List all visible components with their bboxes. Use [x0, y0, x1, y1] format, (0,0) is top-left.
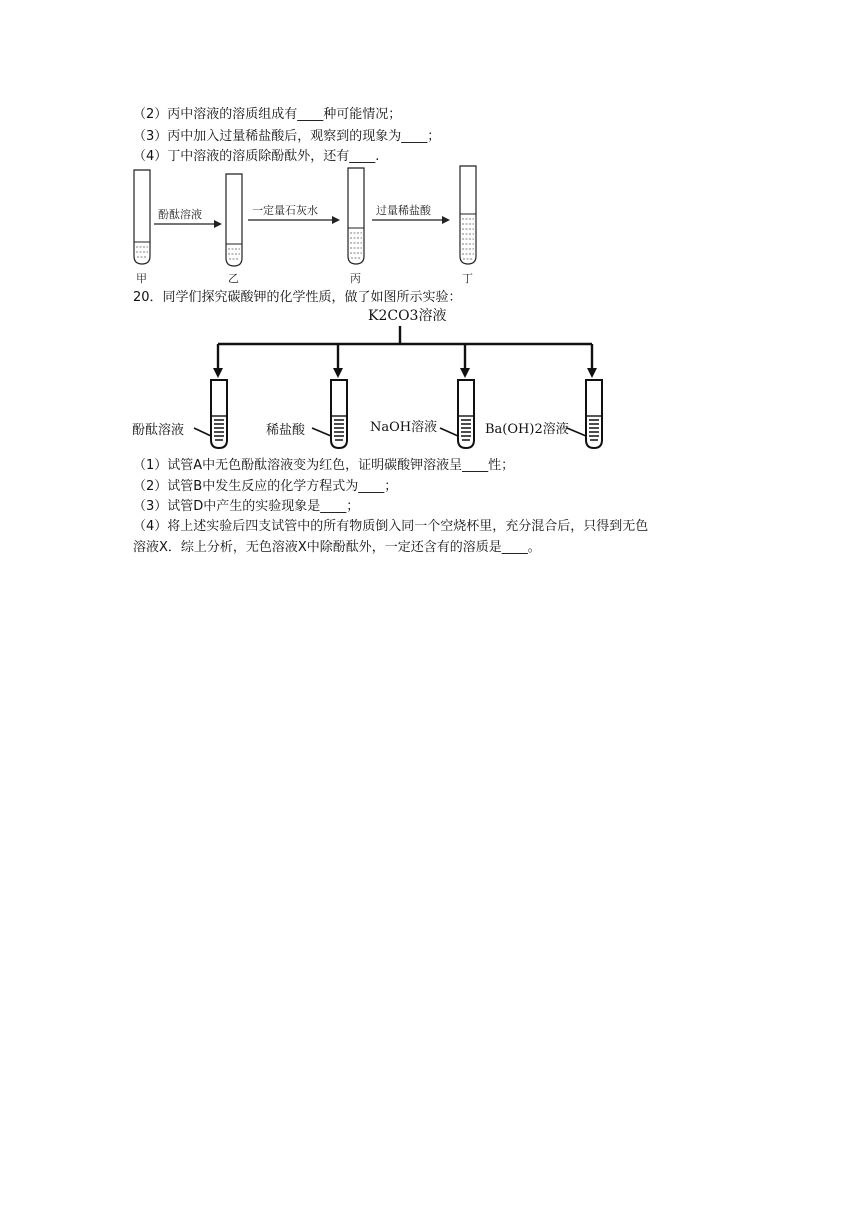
- arrow-2-label: 一定量石灰水: [252, 204, 318, 217]
- q19-line-2: （2）丙中溶液的溶质组成有____种可能情况；: [133, 107, 402, 122]
- reagent-label-a: 酚酞溶液: [132, 423, 185, 438]
- q20-title: 20．同学们探究碳酸钾的化学性质，做了如图所示实验：: [133, 290, 462, 305]
- arrow-3-label: 过量稀盐酸: [376, 204, 431, 217]
- test-tube-yi: [226, 174, 242, 266]
- tube-label-ding: 丁: [462, 272, 473, 285]
- q20-line-4: （4）将上述实验后四支试管中的所有物质倒入同一个空烧杯里，充分混合后，只得到无色: [133, 519, 649, 534]
- arrow-2: [248, 203, 340, 224]
- q19-line-3: （3）丙中加入过量稀盐酸后，观察到的现象为____；: [133, 129, 441, 144]
- test-tube-ding: [460, 166, 476, 264]
- test-tube-c: [458, 380, 474, 448]
- q20-line-2: （2）试管B中发生反应的化学方程式为____；: [133, 479, 398, 494]
- q19-line-4: （4）丁中溶液的溶质除酚酞外，还有____.: [133, 149, 380, 164]
- test-tube-a: [211, 380, 227, 448]
- k2co3-label: K2CO3溶液: [368, 308, 447, 324]
- reagent-label-b: 稀盐酸: [266, 423, 306, 438]
- arrow-3: [372, 203, 450, 224]
- reagent-label-c: NaOH溶液: [370, 420, 438, 435]
- arrow-1: [154, 207, 222, 228]
- branch-lines: [218, 326, 592, 370]
- q20-line-5: 溶液X．综上分析，无色溶液X中除酚酞外，一定还含有的溶质是____。: [133, 540, 541, 555]
- test-tube-bing: [348, 168, 364, 264]
- q19-diagram: [120, 162, 520, 294]
- arrow-1-label: 酚酞溶液: [158, 208, 202, 221]
- q20-line-1: （1）试管A中无色酚酞溶液变为红色，证明碳酸钾溶液呈____性；: [133, 458, 515, 473]
- q20-diagram: [130, 304, 610, 458]
- test-tube-b: [331, 380, 347, 448]
- test-tube-d: [586, 380, 602, 448]
- branch-arrowheads: [213, 368, 597, 378]
- reagent-label-d: Ba(OH)2溶液: [485, 422, 569, 437]
- q20-line-3: （3）试管D中产生的实验现象是____；: [133, 499, 360, 514]
- tube-label-bing: 丙: [350, 272, 361, 285]
- tube-label-yi: 乙: [228, 272, 239, 285]
- tube-label-jia: 甲: [136, 272, 147, 285]
- test-tube-jia: [134, 170, 150, 264]
